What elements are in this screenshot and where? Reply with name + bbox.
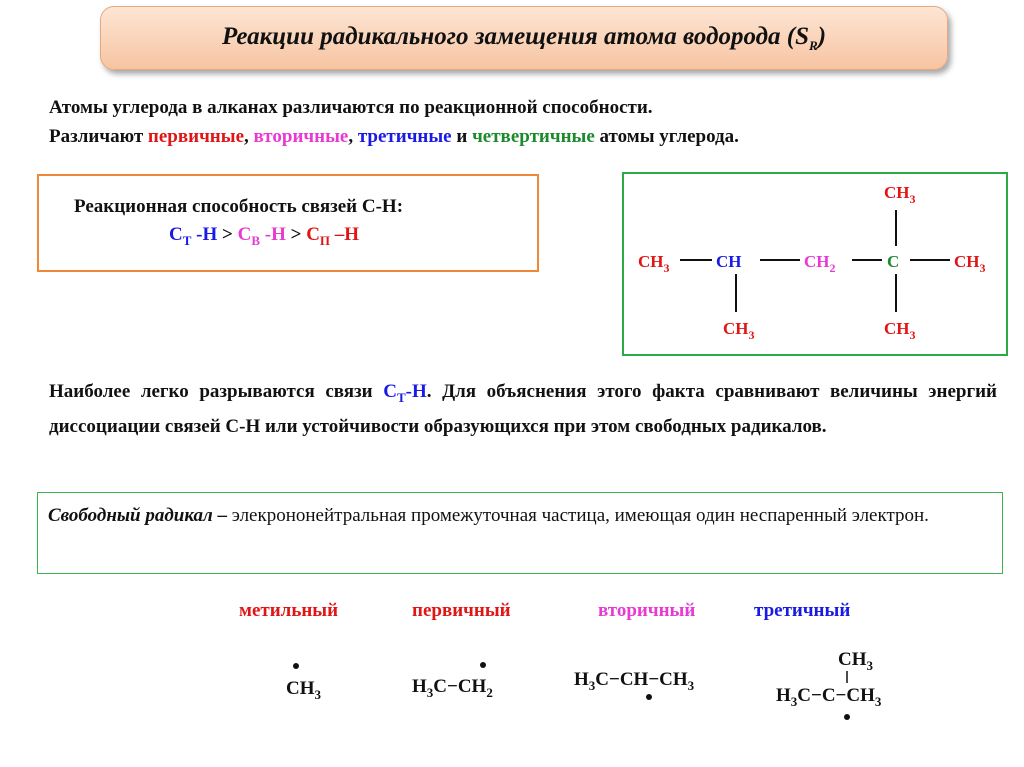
radical-formulas: [270, 645, 960, 765]
secondary-term: вторичные: [253, 126, 349, 147]
primary-term: первичные: [147, 126, 245, 147]
structure-box: [622, 172, 1008, 356]
label-primary: первичный: [412, 600, 511, 621]
title-banner: [100, 6, 948, 70]
definition-text: Свободный радикал – элекрононейтральная промежуточная частица, имеющая один неспаренный электрон.: [48, 505, 929, 526]
ch3-right: $CH_3$: [954, 252, 986, 275]
label-secondary: вторичный: [598, 600, 696, 621]
alkane-structure-diagram: [624, 174, 1006, 354]
reactivity-heading: Реакционная способность связей С-Н:: [74, 196, 404, 217]
explanation-paragraph: Наиболее легко разрываются связи $С_Т-Н$. Для объяснения этого факта сравнивают величины энергий диссоциации связей С-Н или устойчивости образующихся при этом свободных радикалов.: [49, 381, 997, 437]
tertiary-term: третичные: [357, 126, 452, 147]
definition-term: Свободный радикал: [48, 505, 213, 526]
ch-node: CH: [716, 252, 742, 271]
reactivity-box: [37, 174, 539, 272]
definition-box: [37, 492, 1003, 574]
ch3-top: $CH_3$: [884, 183, 916, 206]
ch3-under-ch: $CH_3$: [723, 319, 755, 342]
label-methyl: метильный: [239, 600, 339, 621]
c-node: C: [887, 252, 900, 271]
tertiary-radical: $H_3C-C-CH_3$: [776, 685, 882, 709]
primary-radical: $H_3C-CH_2$: [412, 676, 493, 700]
ch2-node: $CH_2$: [804, 252, 836, 275]
label-tertiary: третичный: [754, 600, 851, 621]
slide-title: Реакции радикального замещения атома водорода $(S_R)$: [221, 22, 827, 53]
quaternary-term: четвертичные: [472, 126, 595, 147]
ch3-left: $CH_3$: [638, 252, 670, 275]
intro-paragraph: Атомы углерода в алканах различаются по реакционной способности. Различают первичные, вторичные, третичные и четвертичные атомы углерода.: [49, 97, 739, 147]
ch3-bottom: $CH_3$: [884, 319, 916, 342]
secondary-radical: $H_3C-CH-CH_3$: [574, 669, 695, 693]
tertiary-radical-top: $CH_3$: [838, 649, 873, 673]
reactivity-order: $С_Т$ $-Н > С_В$ $-Н > С_П$ –Н: [169, 224, 360, 248]
ct-h-bond: $С_Т-Н$: [383, 381, 427, 405]
methyl-radical: $CH_3$: [286, 678, 321, 702]
